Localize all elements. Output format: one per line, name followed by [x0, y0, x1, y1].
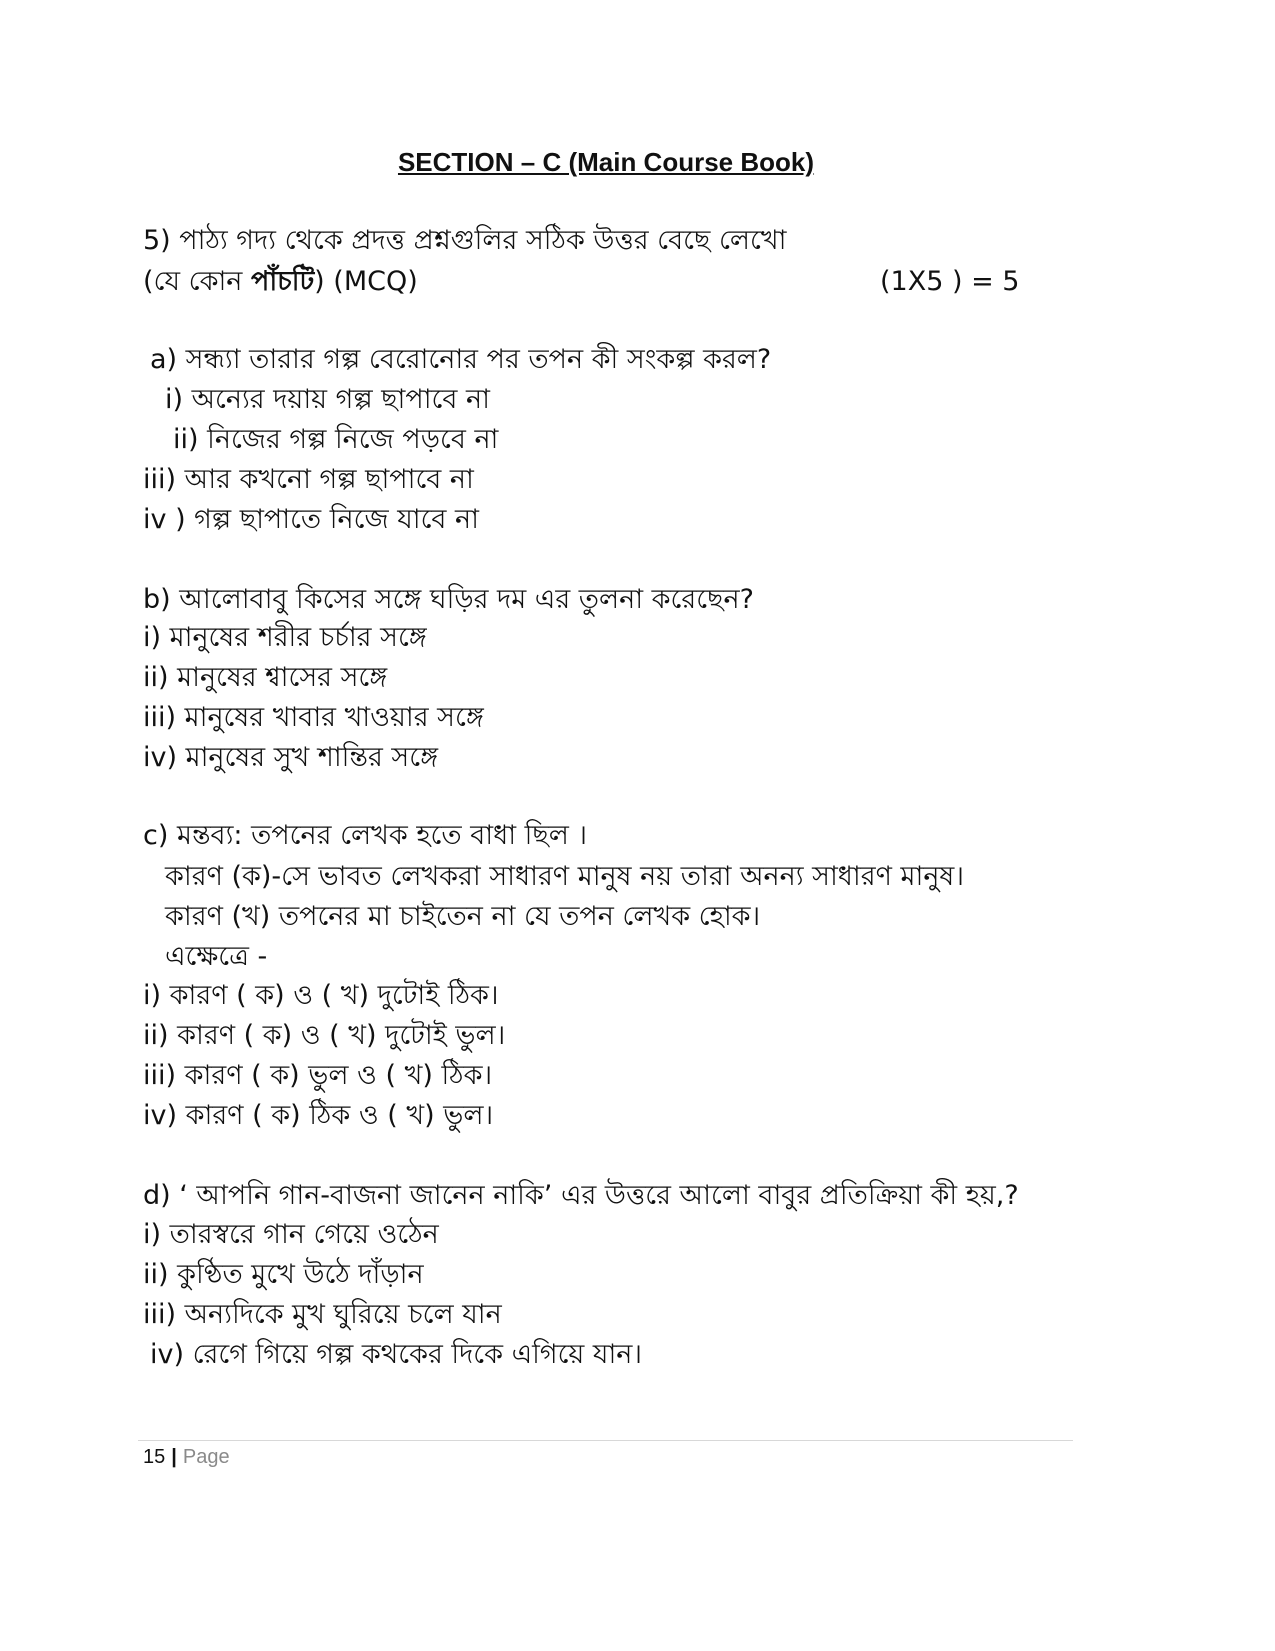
- page-number: 15: [143, 1446, 166, 1468]
- option: iv) রেগে গিয়ে গল্প কথকের দিকে এগিয়ে যান।: [150, 1339, 643, 1370]
- option: iv ) গল্প ছাপাতে নিজে যাবে না: [143, 504, 479, 535]
- page-footer: [143, 1444, 230, 1470]
- footer-divider: [138, 1440, 1073, 1441]
- option: ii) কারণ ( ক) ও ( খ) দুটোই ভুল।: [143, 1020, 506, 1051]
- page-label: Page: [182, 1446, 230, 1468]
- question-c: c) মন্তব্য: তপনের লেখক হতে বাধা ছিল ।: [143, 820, 588, 851]
- option: i) তারস্বরে গান গেয়ে ওঠেন: [143, 1219, 439, 1250]
- option: iv) মানুষের সুখ শান্তির সঙ্গে: [143, 742, 439, 773]
- reason-line: কারণ (ক)-সে ভাবত লেখকরা সাধারণ মানুষ নয় তারা অনন্য সাধারণ মানুষ।: [165, 861, 964, 892]
- option: iii) কারণ ( ক) ভুল ও ( খ) ঠিক।: [143, 1060, 493, 1091]
- instruction-line: 5) পাঠ্য গদ্য থেকে প্রদত্ত প্রশ্নগুলির সঠিক উত্তর বেছে লেখো: [143, 225, 787, 256]
- option: ii) মানুষের শ্বাসের সঙ্গে: [143, 662, 388, 693]
- option: iii) মানুষের খাবার খাওয়ার সঙ্গে: [143, 702, 484, 733]
- footer-separator: |: [171, 1446, 177, 1468]
- question-b: b) আলোবাবু কিসের সঙ্গে ঘড়ির দম এর তুলনা করেছেন?: [143, 584, 754, 615]
- reason-line: এক্ষেত্রে -: [165, 941, 268, 972]
- option: ii) কুণ্ঠিত মুখে উঠে দাঁড়ান: [143, 1259, 424, 1290]
- option: iii) অন্যদিকে মুখ ঘুরিয়ে চলে যান: [143, 1299, 502, 1330]
- option: i) অন্যের দয়ায় গল্প ছাপাবে না: [165, 384, 490, 415]
- option: i) কারণ ( ক) ও ( খ) দুটোই ঠিক।: [143, 980, 499, 1011]
- instruction-prefix: (যে কোন: [143, 266, 251, 297]
- marks-label: (1X5 ) = 5: [880, 266, 1020, 297]
- question-a: a) সন্ধ্যা তারার গল্প বেরোনোর পর তপন কী সংকল্প করল?: [150, 344, 772, 375]
- option: ii) নিজের গল্প নিজে পড়বে না: [173, 424, 499, 455]
- option: iv) কারণ ( ক) ঠিক ও ( খ) ভুল।: [143, 1100, 494, 1131]
- instruction-bold: পাঁচটি: [251, 266, 315, 297]
- option: i) মানুষের শরীর চর্চার সঙ্গে: [143, 622, 427, 653]
- instruction-line-2: [143, 262, 418, 302]
- instruction-suffix: ) (MCQ): [314, 266, 418, 297]
- section-title: SECTION – C (Main Course Book): [397, 147, 815, 177]
- option: iii) আর কখনো গল্প ছাপাবে না: [143, 464, 474, 495]
- question-d: d) ‘ আপনি গান-বাজনা জানেন নাকি’ এর উত্তরে আলো বাবুর প্রতিক্রিয়া কী হয়,?: [143, 1180, 1019, 1211]
- reason-line: কারণ (খ) তপনের মা চাইতেন না যে তপন লেখক হোক।: [165, 901, 761, 932]
